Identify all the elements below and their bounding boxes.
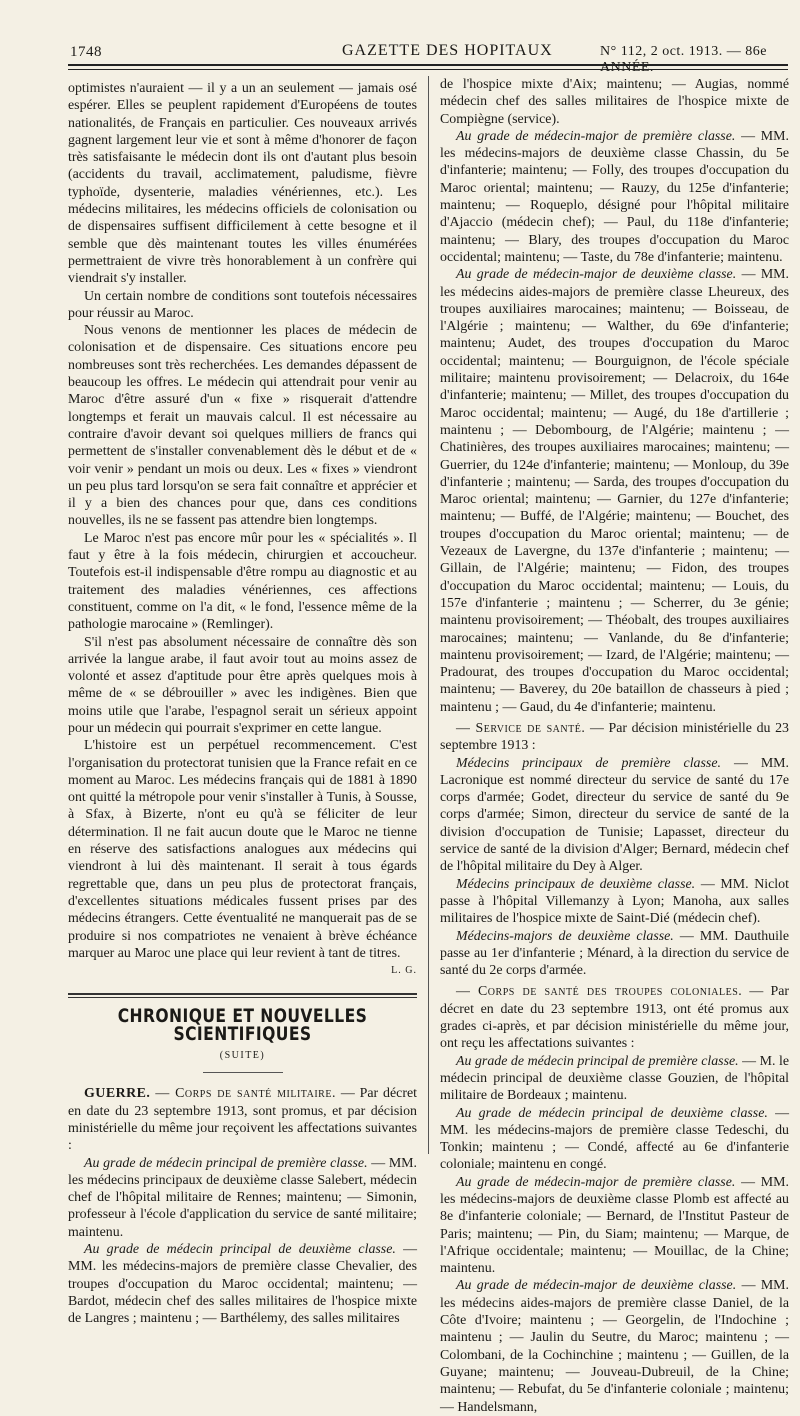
page-header xyxy=(70,36,790,75)
section-title: CHRONIQUE ET NOUVELLES SCIENTIFIQUES xyxy=(117,1005,368,1045)
article-signature: L. G. xyxy=(391,965,417,977)
article-paragraph: S'il n'est pas absolument nécessaire de connaître dès son arrivée la langue arabe, il faut avoir tout au moins assez de volonté et assez d'aptitude pour être après quelques mois à même de « se débrouiller » avec les indigènes. Bien que moins utile que l'arabe, l'espagnol serait un sérieux appoint pour un médecin qui pourrait s'exprimer en cette langue. xyxy=(68,634,417,736)
item-text: — Par décision ministérielle du 23 septembre 1913 : xyxy=(440,720,789,754)
item-text: — MM. Lacronique est nommé directeur du service de santé du 17e corps d'armée; Godet, directeur du service de santé du 9e corps d'armée; Simon, directeur du service de santé de la division d'occupation de Tunisie; Lapasset, directeur du service de santé de la division d'Alger; Bernard, médecin chef de l'hôpital militaire du Dey à Alger. xyxy=(440,755,789,875)
left-column xyxy=(68,80,417,1327)
item-text: — MM. les médecins-majors de première classe Chevalier, des troupes d'occupation du Maroc occidental; maintenu; — Bardot, médecin chef des salles militaires de l'hospice mixte de Langres ; maintenu ; — Barthélemy, des salles militaires xyxy=(68,1242,417,1327)
item-heading: — Corps de santé des troupes coloniales. xyxy=(456,984,743,1000)
item-text: — MM. les médecins principaux de deuxième classe Salebert, médecin chef de l'hôpital militaire de Rennes; maintenu; — Simonin, professeur à l'école d'application du service de santé militaire; maintenu. xyxy=(68,1155,417,1240)
item-heading: Médecins principaux de deuxième classe. xyxy=(456,876,696,892)
news-item xyxy=(440,1105,789,1174)
news-item xyxy=(68,1241,417,1327)
column-divider xyxy=(428,76,429,1154)
news-item xyxy=(440,720,789,755)
article-paragraph: Un certain nombre de conditions sont toutefois nécessaires pour réussir au Maroc. xyxy=(68,288,417,321)
article-paragraph: L'histoire est un perpétuel recommencement. C'est l'organisation du protectorat tunisien que la France refait en ce moment au Maroc. Les médecins français qui de 1881 à 1890 ont quitté la métropole pour venir s'installer à Tunis, à Sousse, à Sfax, à Bizerte, n'ont eu qu'à se féliciter de leur détermination. Il ne fait aucun doute que le Maroc ne tienne en réserve des satisfactions analogues aux médecins qui viendront à lui dès maintenant. Il serait à tous égards regrettable que, dans un peu plus de protectorat français, d'excellentes situations médicales fussent prises par des médecins étrangers. Cette éventualité ne manquerait pas de se produire si nos compatriotes ne venaient à brève échéance marquer au Maroc une place qui leur revient à tant de titres. xyxy=(68,738,417,961)
item-text: — MM. Niclot passe à l'hôpital Villemanzy à Lyon; Manoha, aux salles militaires de l'hospice mixte de Saint-Dié (médecin chef). xyxy=(440,876,789,927)
right-column xyxy=(440,76,789,1416)
news-item xyxy=(68,1155,417,1241)
item-heading: Au grade de médecin principal de deuxième classe. xyxy=(84,1242,396,1257)
item-text: — MM. les médecins aides-majors de première classe Daniel, de la Côte d'Ivoire; maintenu ; — Georgelin, de l'Indochine ; maintenu ; — Jaulin du Seutre, du Maroc; maintenu ; — Colombani, de la Cochinchine ; maintenu ; — Guillen, de la Guyane; maintenu; — Jouveau-Dubreuil, de la Chine; maintenu; — Rebufat, du 5e d'infanterie coloniale ; maintenu; — Handelsmann, xyxy=(440,1278,789,1415)
news-item xyxy=(440,1174,789,1278)
item-text: — M. le médecin principal de deuxième classe Gouzien, de l'hôpital militaire de Bordeaux ; maintenu. xyxy=(440,1053,789,1104)
article-paragraph: Nous venons de mentionner les places de médecin de colonisation et de dispensaire. Ces situations encore peu nombreuses sont très recherchées. Les demandes dépassent de beaucoup les offres. Le médecin qui attendrait pour venir au Maroc d'être assuré d'un « fixe » risquerait d'attendre longtemps et ferait un mauvais calcul. Il est nécessaire au contraire d'avoir devant soi quelques milliers de francs qui permettent de s'installer convenablement dès le début et de « voir venir » pendant un mois ou deux. Les « fixes » viendront un peu plus tard lorsqu'on se sera fait connaître et apprécier et il y a bien des chances pour que, dans ces conditions nouvelles, ils ne se fassent pas attendre bien longtemps. xyxy=(68,323,417,529)
item-heading: Médecins-majors de deuxième classe. xyxy=(456,928,674,944)
item-heading: Médecins principaux de première classe. xyxy=(456,755,721,771)
article-paragraph: Le Maroc n'est pas encore mûr pour les « spécialités ». Il faut y être à la fois médecin, chirurgien et accoucheur. Toutefois est-il indispensable d'être rompu au diagnostic et au traitement des maladies vénériennes, ces affections constituent, comme on l'a dit, « le fond, l'essence même de la pathologie marocaine » (Remlinger). xyxy=(68,530,417,633)
news-item xyxy=(440,755,789,876)
item-text: — MM. les médecins aides-majors de première classe Lheureux, des troupes auxiliaires marocaines; maintenu; — Boisseau, de l'Algérie ; maintenu; — Walther, du 69e d'infanterie; maintenu; Audet, des troupes d'occupation du Maroc occidental; maintenu; — Bourguignon, de l'école spéciale militaire; maintenu provisoirement; — Delacroix, du 164e d'infanterie; maintenu; — Millet, des troupes d'occupation du Maroc occidental; maintenu; — Augé, du 18e d'artillerie ; maintenu ; — Debombourg, de l'Algérie; maintenu ; — Chatinières, des troupes auxiliaires marocaines; maintenu; — Guerrier, du 124e d'infanterie; maintenu; — Monloup, du 39e d'infanterie ; maintenu; — Sarda, des troupes d'occupation du Maroc oriental; maintenu; — Garnier, du 127e d'infanterie; maintenu; — Buffé, de l'Algérie; maintenu; — Bouchet, des troupes d'occupation du Maroc oriental; maintenu; — de Vezeaux de Lavergne, du 137e d'infanterie ; maintenu; — Gillain, de l'Algérie; maintenu; — Fidon, des troupes d'occupation du Maroc occidental; maintenu; — Louis, du 157e d'infanterie ; maintenu ; — Scherrer, du 3e génie; maintenu provisoirement; — Théobalt, des troupes auxiliaires marocaines; maintenu; — Vanlande, du 8e d'infanterie; maintenu provisoirement; — Izard, de l'Algérie; maintenu; — Pradourat, des troupes d'occupation du Maroc occidental; maintenu; — Baverey, du 20e bataillon de chasseurs à pied ; maintenu ; — Gaud, du 4e d'infanterie; maintenu. xyxy=(440,267,789,715)
news-item xyxy=(68,1085,417,1154)
news-item xyxy=(440,928,789,980)
item-heading: Au grade de médecin-major de première classe. xyxy=(456,1174,736,1190)
news-item xyxy=(440,983,789,1052)
section-rule xyxy=(68,993,417,998)
news-item xyxy=(440,128,789,266)
article-paragraph: optimistes n'auraient — il y a un an seulement — jamais osé espérer. Elles se peuplent rapidement d'Européens de toutes nationalités, de Français en particulier. Ces nouveaux arrivés gagnent largement leur vie et sont à même d'honorer de façon très satisfaisante le médecin dont ils ont d'autant plus besoin (accidents du travail, acclimatement, paludisme, fièvre typhoïde, dysenterie, maladies vénériennes, etc.). Les médecins militaires, les médecins officiels de colonisation ou de dispensaires suffisent difficilement à cette besogne et il semble que dès maintenant toutes les villes énumérées permettraient de vivre très honorablement à un confrère qui viendrait s'y installer. xyxy=(68,81,417,287)
section-small-rule xyxy=(203,1072,283,1073)
item-text: — Par décret en date du 23 septembre 1913, ont été promus aux grades ci-après, et par décision ministérielle du même jour, ont reçu les affectations suivantes : xyxy=(440,984,789,1052)
item-text: — MM. les médecins-majors de deuxième classe Chassin, du 5e d'infanterie; maintenu; — Folly, des troupes d'occupation du Maroc oriental; maintenu; — Rauzy, du 125e d'infanterie; maintenu; — Roqueplo, désigné pour l'hôpital militaire d'Ajaccio (médecin chef); — Paul, du 118e d'infanterie; maintenu; — Blary, des troupes d'occupation du Maroc occidental; maintenu; — Taste, du 78e d'infanterie; maintenu. xyxy=(440,128,789,265)
news-item xyxy=(440,1277,789,1415)
header-rule xyxy=(68,64,788,70)
news-item xyxy=(440,266,789,716)
item-heading: Au grade de médecin-major de deuxième classe. xyxy=(456,267,737,283)
item-lead: GUERRE. xyxy=(84,1086,151,1102)
item-heading: Au grade de médecin principal de deuxième classe. xyxy=(456,1105,768,1121)
page-number: 1748 xyxy=(70,44,102,60)
news-item xyxy=(440,1053,789,1105)
item-text: — Par décret en date du 23 septembre 1913, sont promus, et par décision ministérielle du même jour reçoivent les affectations suivantes : xyxy=(68,1086,417,1154)
item-text: — MM. Dauthuile passe au 1er d'infanterie ; Ménard, à la direction du service de santé du 2e corps d'armée. xyxy=(440,928,789,979)
item-heading: Au grade de médecin-major de première classe. xyxy=(456,128,736,144)
item-text: — MM. les médecins-majors de deuxième classe Plomb est affecté au 8e d'infanterie coloniale; — Bernard, de l'Institut Pasteur de Paris; maintenu; — Pin, du Siam; maintenu; — Marque, de l'Afrique occidentale; maintenu; — Mouillac, de la Chine; maintenu. xyxy=(440,1174,789,1277)
item-heading: Au grade de médecin principal de première classe. xyxy=(456,1053,739,1069)
issue-dateline: N° 112, 2 oct. 1913. — 86e ANNÉE. xyxy=(600,44,768,75)
section-subtitle: (SUITE) xyxy=(219,1050,266,1062)
item-text: — MM. les médecins-majors de première classe Tedeschi, du Tonkin; maintenu ; — Condé, affecté au 6e d'infanterie coloniale; maintenu en congé. xyxy=(440,1105,789,1173)
news-item xyxy=(440,876,789,928)
journal-title: GAZETTE DES HOPITAUX xyxy=(342,42,553,59)
item-heading: Au grade de médecin principal de première classe. xyxy=(84,1155,368,1171)
item-heading: — Corps de santé militaire. xyxy=(155,1086,336,1102)
item-heading: — Service de santé. xyxy=(456,720,586,736)
item-heading: Au grade de médecin-major de deuxième classe. xyxy=(456,1278,737,1294)
news-item: de l'hospice mixte d'Aix; maintenu; — Augias, nommé médecin chef des salles militaires de l'hospice mixte de Compiègne (service). xyxy=(440,77,789,127)
